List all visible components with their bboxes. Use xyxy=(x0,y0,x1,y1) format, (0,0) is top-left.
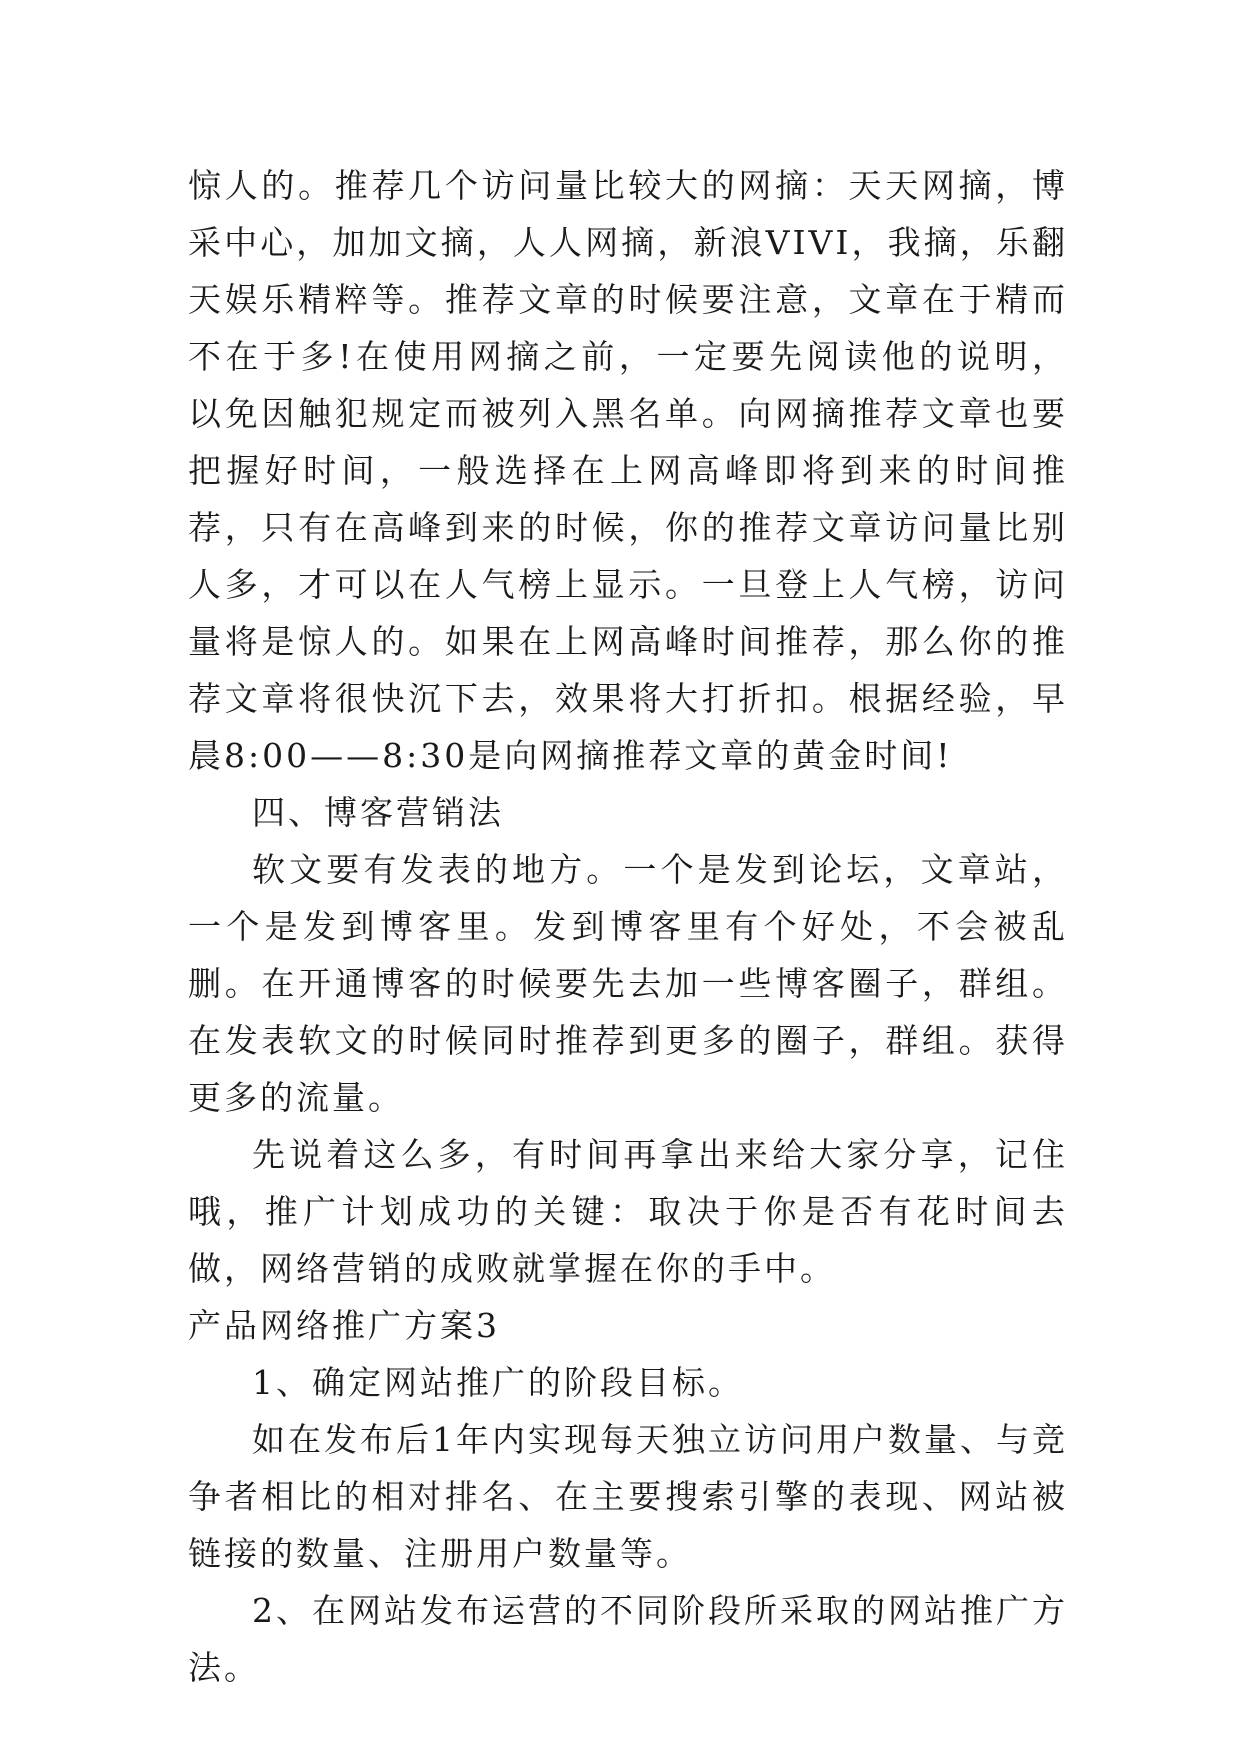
list-item-1: 1、确定网站推广的阶段目标。 xyxy=(252,1363,744,1402)
paragraph-conclusion: 先说着这么多，有时间再拿出来给大家分享，记住哦，推广计划成功的关键：取决于你是否有花时间去做，网络营销的成败就掌握在你的手中。 xyxy=(188,1135,1068,1288)
paragraph-blog-marketing: 软文要有发表的地方。一个是发到论坛，文章站，一个是发到博客里。发到博客里有个好处，不会被乱删。在开通博客的时候要先去加一些博客圈子，群组。在发表软文的时候同时推荐到更多的圈子，群组。获得更多的流量。 xyxy=(188,850,1068,1117)
section-heading-blog-marketing: 四、博客营销法 xyxy=(252,793,504,832)
paragraph-web-digest-tips: 惊人的。推荐几个访问量比较大的网摘：天天网摘，博采中心，加加文摘，人人网摘，新浪VIVI，我摘，乐翻天娱乐精粹等。推荐文章的时候要注意，文章在于精而不在于多!在使用网摘之前，一定要先阅读他的说明，以免因触犯规定而被列入黑名单。向网摘推荐文章也要把握好时间，一般选择在上网高峰即将到来的时间推荐，只有在高峰到来的时候，你的推荐文章访问量比别人多，才可以在人气榜上显示。一旦登上人气榜，访问量将是惊人的。如果在上网高峰时间推荐，那么你的推荐文章将很快沉下去，效果将大打折扣。根据经验，早晨8:00——8:30是向网摘推荐文章的黄金时间! xyxy=(188,166,1068,775)
section-title-plan-3: 产品网络推广方案3 xyxy=(188,1306,500,1345)
paragraph-goal-details: 如在发布后1年内实现每天独立访问用户数量、与竞争者相比的相对排名、在主要搜索引擎的表现、网站被链接的数量、注册用户数量等。 xyxy=(188,1420,1068,1573)
list-item-2: 2、在网站发布运营的不同阶段所采取的网站推广方法。 xyxy=(188,1591,1068,1687)
document-body xyxy=(188,157,1068,1696)
